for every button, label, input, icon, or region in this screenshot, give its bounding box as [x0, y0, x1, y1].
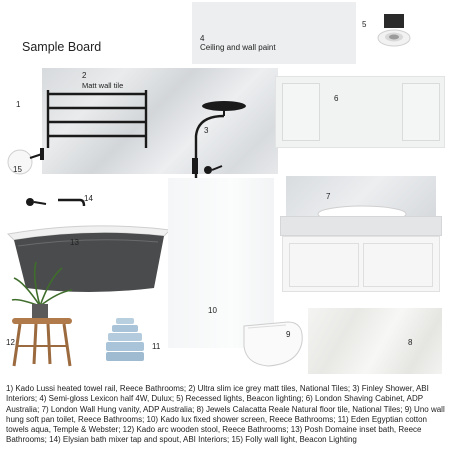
item-number-1: 1 — [16, 100, 21, 109]
shaving-cabinet-image — [275, 76, 445, 148]
paint-label: Ceiling and wall paint — [200, 43, 276, 52]
cabinet-door-left — [282, 83, 320, 141]
vanity-cabinet-image — [282, 236, 440, 292]
item-number-8: 8 — [408, 338, 413, 347]
stool-plant-image — [10, 260, 74, 370]
wall-light-image — [6, 144, 46, 180]
cabinet-door-right — [402, 83, 440, 141]
product-caption: 1) Kado Lussi heated towel rail, Reece Bathrooms; 2) Ultra slim ice grey matt tiles, National Tiles; 3) Finley Shower, ABI Interiors; 4) Semi-gloss Lexicon half 4W, Dulux; 5) Recessed lights, Beacon lighting; 6) London Shaving Cabinet, ADP Australia; 7) London Wall Hung vanity, ADP Australia; 8) Jewels Calacatta Reale Natural floor tile, National Tiles; 9) Uno wall hung soft pan toilet, Reece Bathrooms; 10) Kado lux fixed shower screen, Reece Bathrooms; 11) Eden Egyptian cotton towels aqua, Temple & Webster; 12) Kado arc wooden stool, Reece Bathrooms; 13) Posh Domaine inset bath, Reece Bathrooms; 14) Elysian bath mixer tap and spout, ABI Interiors; 15) Folly wall light, Beacon Lighting — [6, 384, 445, 445]
towels-image — [104, 316, 146, 362]
paint-swatch — [192, 2, 356, 64]
tile-label: Matt wall tile — [82, 81, 124, 90]
toilet-image — [238, 316, 308, 370]
vanity-top — [280, 216, 442, 236]
vanity-door-left — [289, 243, 359, 287]
item-number-11: 11 — [152, 342, 161, 351]
item-number-13: 13 — [70, 238, 79, 247]
towel-rail-image — [44, 88, 152, 150]
item-number-10: 10 — [208, 306, 217, 315]
item-number-3: 3 — [204, 126, 209, 135]
vanity-door-right — [363, 243, 433, 287]
item-number-9: 9 — [286, 330, 291, 339]
item-number-7: 7 — [326, 192, 331, 201]
item-number-15: 15 — [13, 165, 22, 174]
board-title: Sample Board — [22, 40, 102, 54]
item-number-14: 14 — [84, 194, 93, 203]
floor-tile-swatch — [308, 308, 442, 374]
item-number-12: 12 — [6, 338, 15, 347]
bath-tap-image — [22, 192, 86, 214]
item-number-5: 5 — [362, 20, 367, 29]
item-number-2: 2 — [82, 71, 87, 80]
recessed-light-image — [376, 12, 412, 52]
item-number-4: 4 — [200, 34, 205, 43]
item-number-6: 6 — [334, 94, 339, 103]
